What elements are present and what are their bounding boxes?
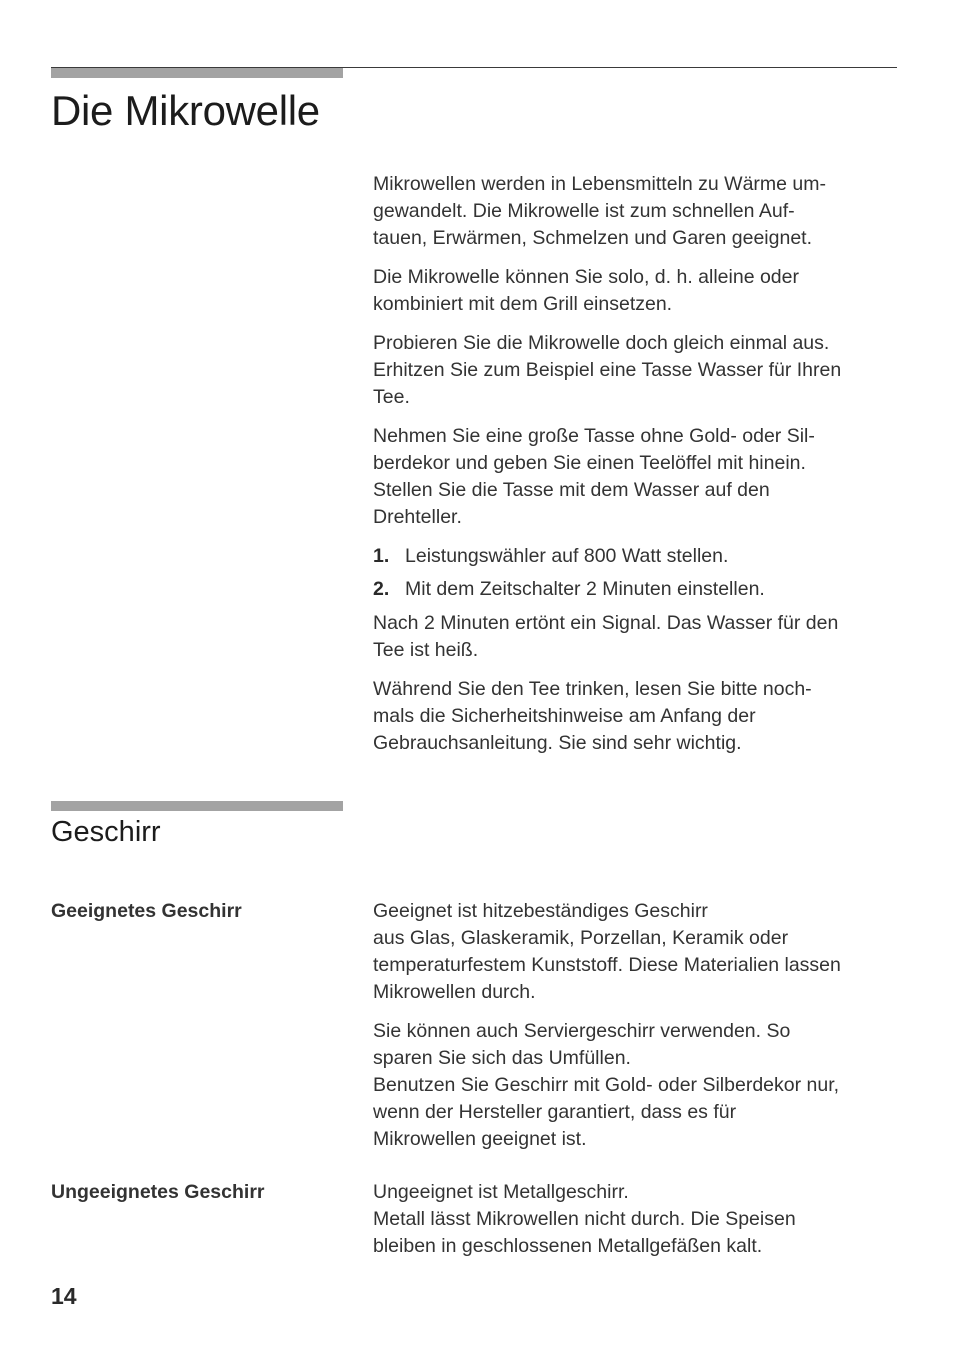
text-line: sparen Sie sich das Umfüllen. bbox=[373, 1047, 631, 1069]
text-line: mals die Sicherheitshinweise am Anfang der bbox=[373, 705, 756, 727]
step-number: 1. bbox=[373, 545, 390, 567]
text-line: Probieren Sie die Mikrowelle doch gleich einmal aus. bbox=[373, 332, 830, 354]
unsuitable-dishes-text bbox=[373, 1179, 913, 1272]
intro-paragraph-1 bbox=[373, 171, 913, 252]
intro-paragraph-3 bbox=[373, 330, 913, 411]
intro-paragraph-2 bbox=[373, 264, 913, 318]
section-title-geschirr: Geschirr bbox=[51, 816, 161, 848]
text-line: Stellen Sie die Tasse mit dem Wasser auf den bbox=[373, 479, 770, 501]
step-number: 2. bbox=[373, 578, 390, 600]
unsuitable-paragraph-1 bbox=[373, 1179, 913, 1260]
text-line: wenn der Hersteller garantiert, dass es für bbox=[373, 1101, 737, 1123]
section-accent-bar bbox=[51, 801, 343, 811]
label-unsuitable-dishes: Ungeeignetes Geschirr bbox=[51, 1181, 265, 1203]
text-line: Die Mikrowelle können Sie solo, d. h. alleine oder bbox=[373, 266, 799, 288]
text-line: Während Sie den Tee trinken, lesen Sie bitte noch- bbox=[373, 678, 812, 700]
page-title: Die Mikrowelle bbox=[51, 87, 320, 134]
suitable-paragraph-1 bbox=[373, 898, 913, 1006]
text-line: kombiniert mit dem Grill einsetzen. bbox=[373, 293, 673, 315]
text-line: Tee ist heiß. bbox=[373, 639, 479, 661]
text-line: temperaturfestem Kunststoff. Diese Materialien lassen bbox=[373, 954, 841, 976]
text-line: Mikrowellen werden in Lebensmitteln zu Wärme um- bbox=[373, 173, 827, 195]
text-line: Ungeeignet ist Metallgeschirr. bbox=[373, 1181, 629, 1203]
text-line: Erhitzen Sie zum Beispiel eine Tasse Wasser für Ihren bbox=[373, 359, 842, 381]
text-line: gewandelt. Die Mikrowelle ist zum schnellen Auf- bbox=[373, 200, 795, 222]
text-line: Benutzen Sie Geschirr mit Gold- oder Silberdekor nur, bbox=[373, 1074, 840, 1096]
intro-text-column bbox=[373, 171, 913, 769]
text-line: Mikrowellen durch. bbox=[373, 981, 536, 1003]
text-line: berdekor und geben Sie einen Teelöffel mit hinein. bbox=[373, 452, 806, 474]
text-line: Drehteller. bbox=[373, 506, 462, 528]
suitable-dishes-text bbox=[373, 898, 913, 1165]
text-line: Metall lässt Mikrowellen nicht durch. Die Speisen bbox=[373, 1208, 796, 1230]
result-paragraph bbox=[373, 610, 913, 664]
text-line: bleiben in geschlossenen Metallgefäßen kalt. bbox=[373, 1235, 763, 1257]
text-line: aus Glas, Glaskeramik, Porzellan, Keramik oder bbox=[373, 927, 789, 949]
step-item bbox=[373, 576, 913, 603]
label-suitable-dishes: Geeignetes Geschirr bbox=[51, 900, 242, 922]
text-line: Geeignet ist hitzebeständiges Geschirr bbox=[373, 900, 708, 922]
title-accent-bar bbox=[51, 68, 343, 78]
text-line: Nehmen Sie eine große Tasse ohne Gold- oder Sil- bbox=[373, 425, 815, 447]
text-line: Gebrauchsanleitung. Sie sind sehr wichtig. bbox=[373, 732, 742, 754]
step-text: Leistungswähler auf 800 Watt stellen. bbox=[405, 545, 729, 567]
text-line: Sie können auch Serviergeschirr verwenden. So bbox=[373, 1020, 791, 1042]
intro-paragraph-4 bbox=[373, 423, 913, 531]
text-line: Tee. bbox=[373, 386, 410, 408]
safety-reminder-paragraph bbox=[373, 676, 913, 757]
text-line: Mikrowellen geeignet ist. bbox=[373, 1128, 587, 1150]
text-line: Nach 2 Minuten ertönt ein Signal. Das Wasser für den bbox=[373, 612, 839, 634]
text-line: tauen, Erwärmen, Schmelzen und Garen geeignet. bbox=[373, 227, 813, 249]
step-text: Mit dem Zeitschalter 2 Minuten einstellen. bbox=[405, 578, 765, 600]
step-item bbox=[373, 543, 913, 570]
steps-list bbox=[373, 543, 913, 603]
suitable-paragraph-2 bbox=[373, 1018, 913, 1153]
page-number: 14 bbox=[51, 1283, 77, 1309]
